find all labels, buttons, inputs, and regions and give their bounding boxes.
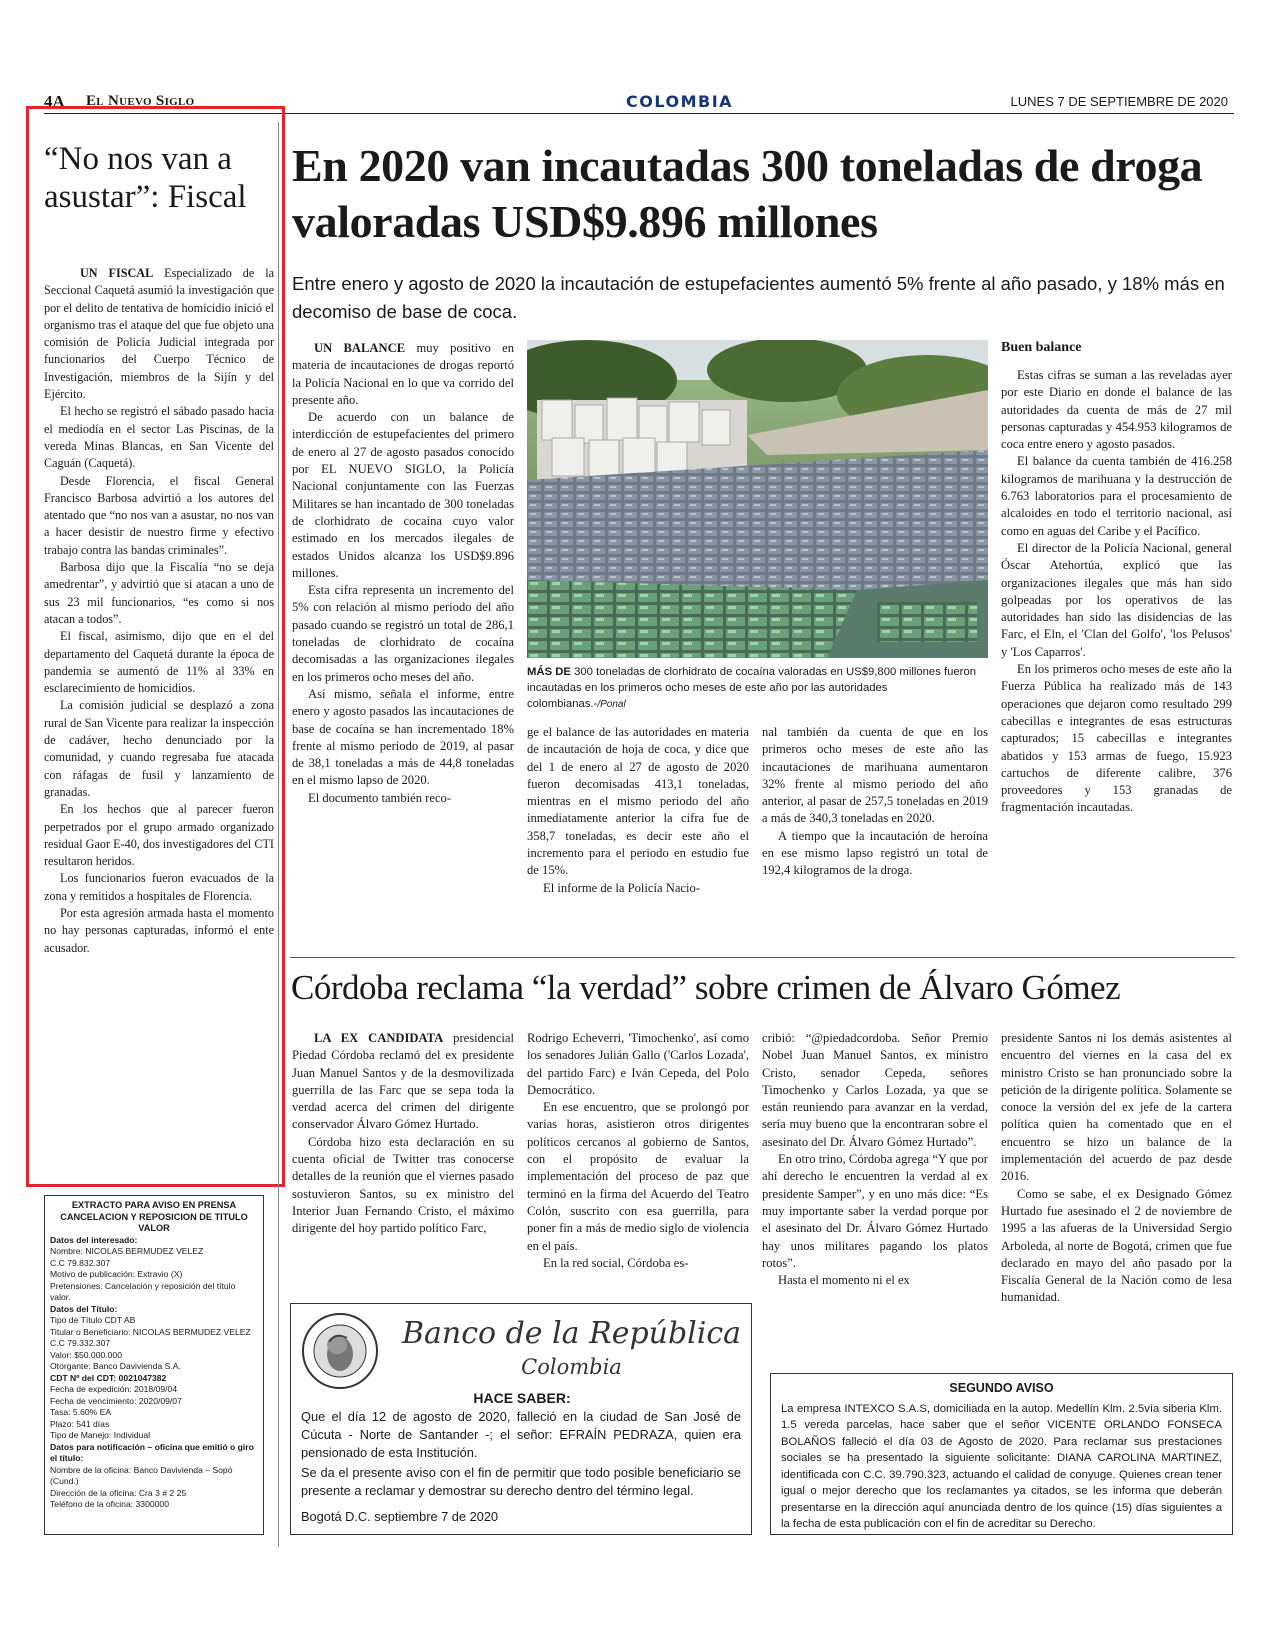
cordoba-lead: LA EX CANDIDATA bbox=[314, 1031, 444, 1045]
extracto-line: Tasa: 5.60% EA bbox=[50, 1407, 112, 1417]
extracto-line: Fecha de expedición: 2018/09/04 bbox=[50, 1384, 178, 1394]
fiscal-paragraph: Barbosa dijo que la Fiscalía “no se deja amedrentar”, y advirtió que si atacan a uno de sus 23 mil funcionarios, “es como si nos atacan a todos”. bbox=[44, 560, 274, 626]
extracto-line: Nombre de la oficina: Banco Davivienda – Sopó (Cund.) bbox=[50, 1464, 233, 1486]
hace-saber-label: HACE SABER: bbox=[473, 1390, 571, 1406]
cordoba-paragraph: En la red social, Córdoba es- bbox=[543, 1255, 689, 1270]
extracto-heading: Datos del interesado: bbox=[50, 1234, 138, 1245]
main-lead: UN BALANCE bbox=[314, 341, 406, 355]
main-paragraph: De acuerdo con un balance de interdicción de estupefacientes del primero de enero al 27 de agosto pasados conocido por EL NUEVO SIGLO, la Policía Nacional conjuntamente con las Fuerzas Militares se han incantado de 300 toneladas de clorhidrato de cocaína cuyo valor estimado en los mercados ilegales de estados Unidos alcanza los USD$9.896 millones. bbox=[292, 410, 514, 580]
cordoba-headline: Córdoba reclama “la verdad” sobre crimen de Álvaro Gómez bbox=[291, 968, 1121, 1007]
main-paragraph: El informe de la Policía Nacio- bbox=[543, 880, 701, 895]
main-subheadline: Entre enero y agosto de 2020 la incautación de estupefacientes aumentó 5% frente al año pasado, y 18% más en decomiso de base de coca. bbox=[292, 273, 1225, 322]
main-paragraph: El director de la Policía Nacional, general Óscar Atehortúa, explicó que las organizaciones ilegales que más han sido golpeadas por los operativos de las autoridades han sido las disidencias de las Farc, el Eln, el 'Clan del Golfo', 'los Pelusos' y 'Los Caparros'. bbox=[1001, 540, 1232, 659]
extracto-line: Plazo: 541 días bbox=[50, 1418, 110, 1429]
main-paragraph: Así mismo, señala el informe, entre enero y agosto pasados las incautaciones de base de cocaína se han incrementado 18% frente al mismo periodo de 2019, al pasar de 38,1 toneladas a más de 44,8 toneladas en el mismo lapso de 2020. bbox=[292, 686, 514, 788]
seized-cocaine-photo bbox=[527, 340, 988, 658]
issue-date: LUNES 7 DE SEPTIEMBRE DE 2020 bbox=[1010, 94, 1228, 109]
main-paragraph: ge el balance de las autoridades en materia de incautación de hoja de coca, y dice que del 1 de enero al 27 de agosto de 2020 fueron decomisadas 413,1 toneladas, mientras en el mismo periodo del año inmediatamente anterior la cifra fue de 358,7 toneladas, es decir este año el incremento para el periodo en estudio fue de 15%. bbox=[527, 725, 749, 878]
fiscal-paragraph: Desde Florencia, el fiscal General Francisco Barbosa advirtió a los autores del atentado que “no nos van a asustar, no nos van a hacer desistir de nuestro firme y efectivo trabajo contra las bandas criminales”. bbox=[44, 473, 274, 557]
fiscal-headline: “No nos van a asustar”: Fiscal bbox=[44, 141, 247, 215]
main-paragraph bbox=[292, 340, 514, 409]
extracto-heading: Datos del Título: bbox=[50, 1303, 118, 1314]
cordoba-column-1 bbox=[292, 1030, 514, 1238]
section-divider bbox=[290, 957, 1235, 958]
cordoba-paragraph-text: presidencial Piedad Córdoba reclamó del ex presidente Juan Manuel Santos y de la desmovilizada guerrilla de las Farc que se sepa toda la verdad acerca del crimen del dirigente conservador Álvaro Gómez Hurtado. bbox=[292, 1031, 514, 1132]
bank-seal-icon bbox=[301, 1312, 379, 1390]
main-headline: En 2020 van incautadas 300 toneladas de droga valoradas USD$9.896 millones bbox=[292, 140, 1203, 247]
banco-republica-notice bbox=[290, 1303, 752, 1535]
cordoba-paragraph: presidente Santos ni los demás asistentes al encuentro del viernes en la casa del ex ministro Cristo se han pronunciado sobre la petición de la dirigente política. Solamente se conoce la versión del ex jefe de la cartera política quien ha comentado que en el encuentro se hizo un balance de la implementación del acuerdo de paz desde 2016. bbox=[1001, 1031, 1232, 1184]
cordoba-column-2 bbox=[527, 1030, 749, 1272]
aviso-title: SEGUNDO AVISO bbox=[949, 1381, 1054, 1395]
extracto-line: Motivo de publicación: Extravio (X) bbox=[50, 1269, 183, 1279]
main-paragraph: El documento también reco- bbox=[308, 790, 452, 805]
cordoba-column-4 bbox=[1001, 1030, 1232, 1307]
cordoba-paragraph: Rodrigo Echeverri, 'Timochenko', así como los senadores Julián Gallo ('Carlos Lozada', del partido Farc) e Iván Cepeda, del Polo Democrático. bbox=[527, 1031, 749, 1097]
photo-image bbox=[527, 340, 988, 658]
main-paragraph-text: muy positivo en materia de incautaciones de drogas reportó la Policía Nacional en lo que va corrido del presente año. bbox=[292, 341, 514, 407]
extracto-line: Titular o Beneficiario: NICOLAS BERMUDEZ VELEZ bbox=[50, 1326, 251, 1337]
extracto-line: Tipo de Título CDT AB bbox=[50, 1315, 136, 1325]
fiscal-paragraph: Los funcionarios fueron evacuados de la zona y remitidos a hospitales de Florencia. bbox=[44, 871, 274, 903]
page-number: 4A bbox=[44, 92, 65, 111]
caption-lead: MÁS DE bbox=[527, 666, 571, 678]
extracto-notice bbox=[44, 1195, 264, 1535]
cordoba-column-3 bbox=[762, 1030, 988, 1289]
fiscal-paragraph: El hecho se registró el sábado pasado hacia el mediodía en el sector Las Piscinas, de la vereda Minas Blancas, en San Vicente del Caguán (Caquetá). bbox=[44, 404, 274, 471]
fiscal-article-body bbox=[44, 265, 274, 957]
bank-country: Colombia bbox=[521, 1355, 622, 1379]
extracto-title: EXTRACTO PARA AVISO EN PRENSA CANCELACION Y REPOSICION DE TITULO VALOR bbox=[60, 1200, 248, 1233]
extracto-line: Tipo de Manejo: Individual bbox=[50, 1430, 151, 1440]
extracto-line: Pretensiones: Cancelación y reposición del título valor. bbox=[50, 1280, 236, 1302]
section-name: COLOMBIA bbox=[626, 92, 734, 111]
cordoba-paragraph: Como se sabe, el ex Designado Gómez Hurtado fue asesinado el 2 de noviembre de 1995 a las afueras de la Universidad Sergio Arboleda, al norte de Bogotá, crimen que fue declarado en mayo del año pasado por la Fiscalía General de la Nación como de lesa humanidad. bbox=[1001, 1186, 1232, 1305]
main-paragraph: En los primeros ocho meses de este año la Fuerza Pública ha realizado más de 143 operaciones que dejaron como resultado 299 cabecillas e integrantes de esas estructuras capturados; 15 cabecillas e integrantes abatidos y 153 armas de fuego, 15.923 cartuchos de diferente calibre, 376 proveedores y 153 granadas de fragmentación incautadas. bbox=[1001, 662, 1232, 815]
main-column-2 bbox=[527, 724, 749, 897]
extracto-line: Otorgante: Banco Davivienda S.A. bbox=[50, 1361, 181, 1371]
main-paragraph: A tiempo que la incautación de heroína en ese mismo lapso registró un total de 192,4 kilogramos de la droga. bbox=[762, 828, 988, 878]
main-column-3 bbox=[762, 724, 988, 880]
main-paragraph: Esta cifra representa un incremento del 5% con relación al mismo periodo del año pasado cuando se registró un total de 286,1 toneladas de clorhidrato de cocaína decomisadas a las organizaciones ilegales en los primeros ocho meses del año. bbox=[292, 583, 514, 684]
fiscal-paragraph: En los hechos que al parecer fueron perpetrados por el grupo armado organizado residual Gaor E-40, dos investigadores del CTI resultaron heridos. bbox=[44, 802, 274, 869]
banco-text: Se da el presente aviso con el fin de permitir que todo posible beneficiario se presente a reclamar y demostrar su derecho dentro del término legal. bbox=[301, 1465, 741, 1498]
main-paragraph: nal también da cuenta de que en los primeros ocho meses de este año las incautaciones de marihuana aumentaron 32% frente al mismo periodo del año anterior, al pasar de 257,5 toneladas en 2019 a más de 340,3 toneladas en 2020. bbox=[762, 725, 988, 826]
extracto-line: Nombre: NICOLAS BERMUDEZ VELEZ bbox=[50, 1246, 204, 1256]
column-divider bbox=[278, 122, 279, 1547]
main-column-1 bbox=[292, 340, 514, 807]
extracto-heading: Datos para notificación – oficina que emitió o giro el título: bbox=[50, 1441, 254, 1463]
aviso-text: La empresa INTEXCO S.A.S, domiciliada en la autop. Medellín Klm. 2.5vía siberia Klm. 1.5 vereda parcelas, hace saber que el señor VICENTE ORLANDO FONSECA BOLAÑOS falleció el día 03 de Agosto de 2020. Para reclamar sus prestaciones sociales se ha presentado la siguiente solicitante: DIANA CAROLINA MARTINEZ, identificada con C.C. 39.790.323, actuando el calidad de conyuge. Quienes crean tener igual o mejor derecho que los reclamantes ya citados, se les informa que deberán presentarse en la dirección aquí anunciada dentro de los quince (15) días siguientes a la fecha de esta publicación con el fin de acreditar su Derecho. bbox=[781, 1402, 1222, 1530]
photo-caption bbox=[527, 664, 989, 713]
bank-name: Banco de la República bbox=[401, 1316, 742, 1351]
cordoba-paragraph bbox=[292, 1030, 514, 1134]
fiscal-paragraph: La comisión judicial se desplazó a zona rural de San Vicente para realizar la inspección de cadáver, hecho denunciado por la comunidad, y cuando regresaba fue atacada con ráfagas de fusil y lanzamiento de granadas. bbox=[44, 698, 274, 799]
extracto-line: Fecha de vencimiento: 2020/09/07 bbox=[50, 1395, 182, 1406]
cordoba-paragraph: Córdoba hizo esta declaración en su cuenta oficial de Twitter tras conocerse detalles de la reunión que el viernes pasado sostuvieron Santos, su ex ministro del Interior Juan Fernando Cristo, el máximo dirigente del hoy partido político Farc, bbox=[292, 1134, 514, 1236]
cordoba-paragraph: cribió: “@piedadcordoba. Señor Premio Nobel Juan Manuel Santos, ex ministro Cristo, senador Cepeda, señores Timochenko y Carlos Lozada, ya que se están reuniendo para avanzar en la verdad, sería muy bueno que la encontraran sobre el asesinato del Dr. Álvaro Gómez Hurtado”. bbox=[762, 1031, 988, 1149]
cordoba-paragraph: Hasta el momento ni el ex bbox=[778, 1273, 910, 1288]
main-paragraph: El balance da cuenta también de 416.258 kilogramos de marihuana y la destrucción de 6.763 laboratorios para el procesamiento de alcaloides en todo el territorio nacional, así como en aguas del Caribe y el Pacífico. bbox=[1001, 454, 1232, 538]
extracto-line: C.C 79.332.307 bbox=[50, 1338, 111, 1348]
buen-balance-heading: Buen balance bbox=[1001, 340, 1082, 355]
caption-text: 300 toneladas de clorhidrato de cocaína valoradas en US$9,800 millones fueron incautadas en los primeros ocho meses de este año por las autoridades colombianas.- bbox=[527, 666, 977, 710]
segundo-aviso-notice bbox=[770, 1373, 1233, 1535]
fiscal-paragraph-text: Especializado de la Seccional Caquetá asumió la investigación que por el delito de tentativa de homicidio inició el organismo tras el ataque del que fue objeto una comisión de Policía Judicial integrada por funcionarios del Cuerpo Técnico de Investigación, miembros de la Sijín y del Ejército. bbox=[44, 266, 274, 402]
extracto-line: Teléfono de la oficina: 3300000 bbox=[50, 1499, 169, 1509]
fiscal-paragraph: Por esta agresión armada hasta el momento no hay personas capturadas, informó el ente acusador. bbox=[44, 905, 274, 955]
fiscal-paragraph bbox=[44, 265, 274, 403]
cordoba-paragraph: En otro trino, Córdoba agrega “Y que por ahí derecho le encuentren la verdad al ex presidente Samper”, y en uno más dice: “Es muy importante saber la verdad porque por el asesinato del Dr. Álvaro Gómez Hurtado hay unos militares pagando los platos rotos”. bbox=[762, 1152, 988, 1270]
main-paragraph: Estas cifras se suman a las reveladas ayer por este Diario en donde el balance de las autoridades da cuenta de más de 27 mil personas capturadas y 454.953 kilogramos de coca entre enero y agosto pasados. bbox=[1001, 368, 1232, 452]
cordoba-paragraph: En ese encuentro, que se prolongó por varias horas, asistieron otros dirigentes políticos cercanos al gobierno de Santos, con el propósito de evaluar la implementación del proceso de paz que terminó en la firma del Acuerdo del Teatro Colón, suscrito con esa guerrilla, para poner fin a más de medio siglo de violencia en el país. bbox=[527, 1100, 749, 1253]
extracto-line: C.C 79.832.307 bbox=[50, 1257, 111, 1268]
banco-date: Bogotá D.C. septiembre 7 de 2020 bbox=[301, 1509, 499, 1524]
extracto-line: CDT Nº del CDT: 0021047382 bbox=[50, 1372, 167, 1383]
fiscal-paragraph: El fiscal, asimismo, dijo que en el del departamento del Caquetá durante la época de pandemia se aumentó de 11% al 33% en esclarecimiento de homicidios. bbox=[44, 629, 274, 696]
main-column-4 bbox=[1001, 367, 1232, 817]
extracto-line: Dirección de la oficina: Cra 3 # 2 25 bbox=[50, 1487, 187, 1498]
extracto-line: Valor: $50.000.000 bbox=[50, 1349, 122, 1360]
newspaper-name: El Nuevo Siglo bbox=[86, 93, 195, 109]
banco-text: Que el día 12 de agosto de 2020, falleció en la ciudad de San José de Cúcuta - Norte de Santander -; el señor: EFRAÍN PEDRAZA, quien era pensionado de esta Institución. bbox=[301, 1409, 741, 1460]
photo-credit: /Ponal bbox=[597, 699, 626, 710]
fiscal-lead: UN FISCAL bbox=[80, 266, 154, 280]
